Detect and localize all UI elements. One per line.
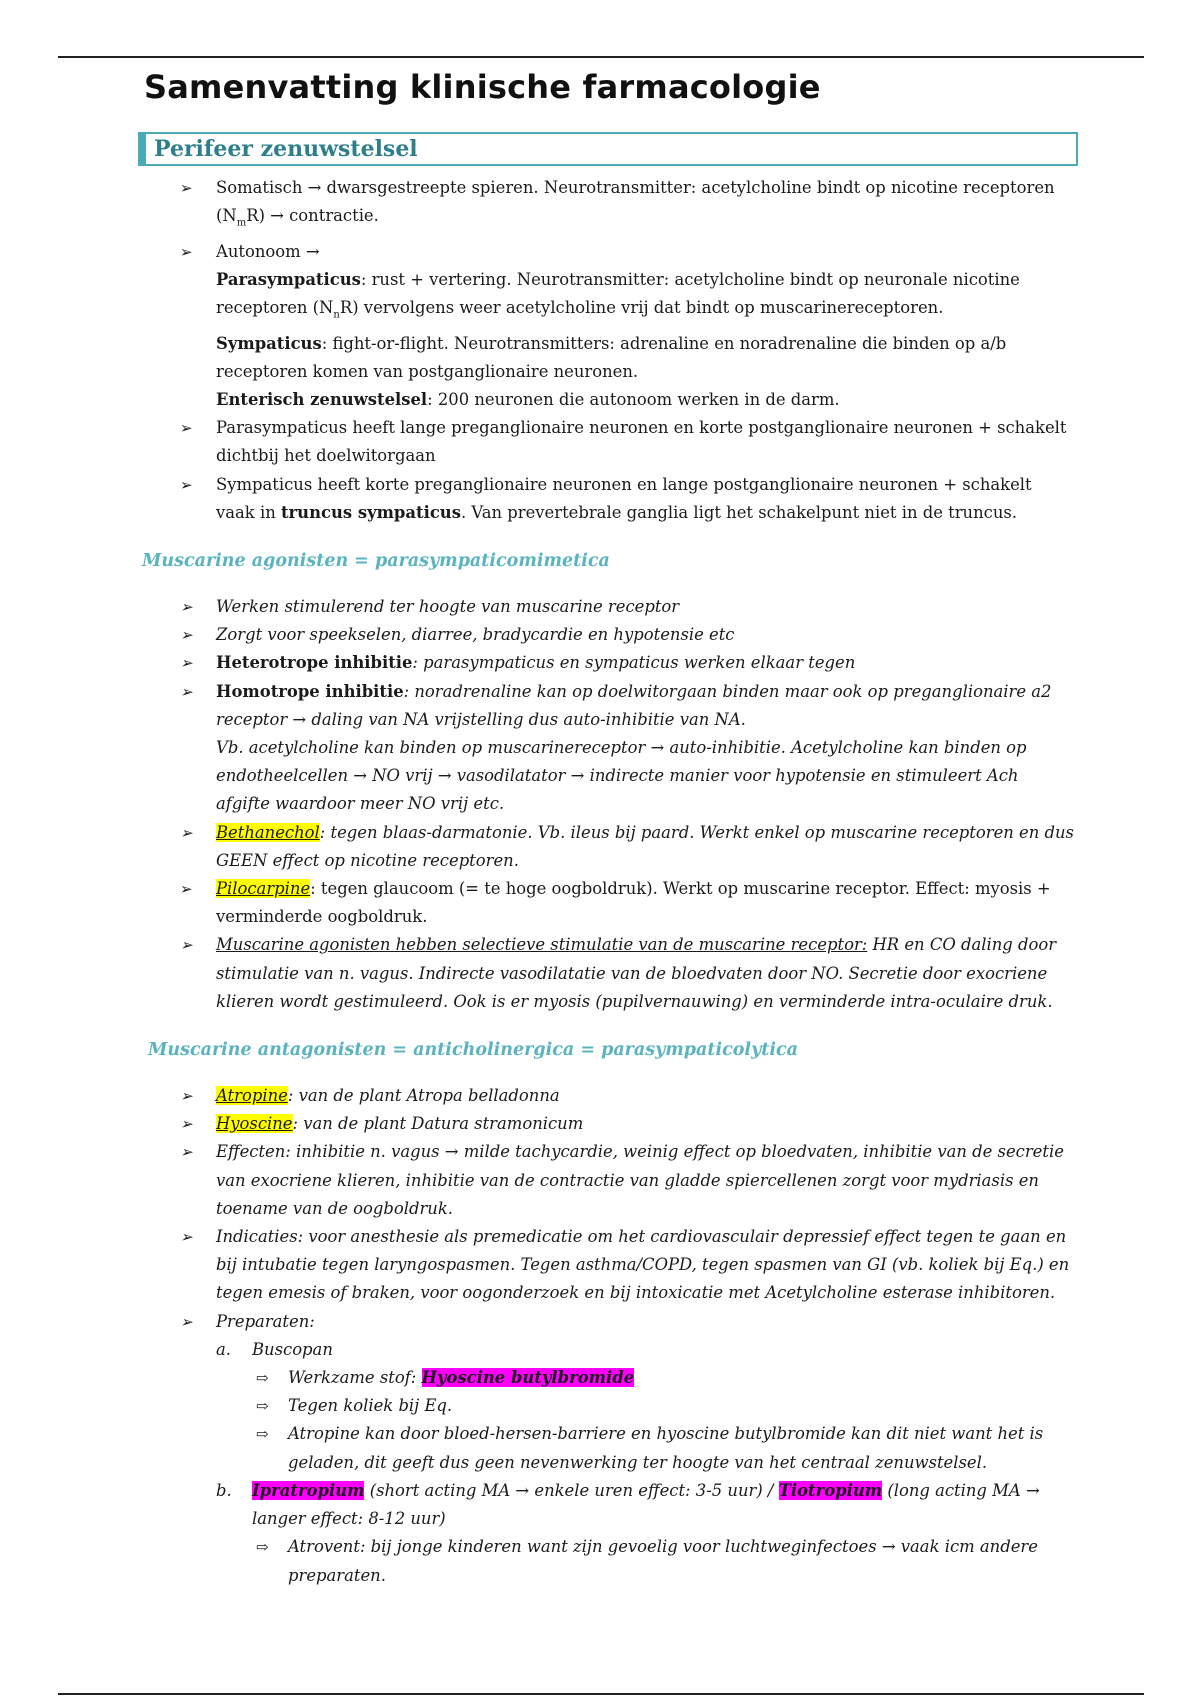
arrow-bullet-icon: ➢ <box>180 598 193 616</box>
document-title: Samenvatting klinische farmacologie <box>144 68 821 106</box>
list-item-cont: Sympaticus: fight-or-flight. Neurotransmitters: adrenaline en noradrenaline die binden op a/b receptoren komen van postganglionaire neuronen. <box>216 333 1007 381</box>
list-item: ➢ Pilocarpine: tegen glaucoom (= te hoge oogboldruk). Werkt op muscarine receptor. Effect: myosis + verminderde oogboldruk. <box>216 875 1074 931</box>
sub-item: ⇨ Tegen koliek bij Eq. <box>288 1392 1074 1420</box>
arrow-bullet-icon: ➢ <box>180 1228 193 1247</box>
list-item: ➢ Muscarine agonisten hebben selectieve stimulatie van de muscarine receptor: HR en CO daling door stimulatie van n. vagus. Indirecte vasodilatatie van de bloedvaten door NO. Secretie door exocriene klieren wordt gestimuleerd. Ook is er myosis (pupilvernauwing) en verminderde intra-oculaire druk. <box>216 931 1074 1016</box>
preparaat-b: b. Ipratropium (short acting MA → enkele uren effect: 3-5 uur) / Tiotropium (long acting MA → langer effect: 8-12 uur) ⇨ Atrovent: bij jonge kinderen want zijn gevoelig voor luchtweginfectoes → vaak icm andere preparaten. <box>252 1477 1074 1590</box>
arrow-right-icon: ⇨ <box>256 1425 269 1444</box>
list-item: ➢ Indicaties: voor anesthesie als premedicatie om het cardiovasculair depressief effect tegen te gaan en bij intubatie tegen laryngospasmen. Tegen asthma/COPD, tegen spasmen van GI (vb. koliek bij Eq.) en tegen emesis of braken, voor oogonderzoek en bij intoxicatie met Acetylcholine esterase inhibitoren. <box>216 1223 1074 1308</box>
agonisten-list <box>144 593 1074 1016</box>
arrow-bullet-icon: ➢ <box>180 823 193 842</box>
list-item: ➢ Parasympaticus heeft lange preganglionaire neuronen en korte postganglionaire neuronen + schakelt dichtbij het doelwitorgaan <box>216 414 1074 470</box>
arrow-bullet-icon: ➢ <box>180 1087 193 1106</box>
arrow-bullet-icon: ➢ <box>180 475 193 494</box>
list-item: ➢ Preparaten: a. Buscopan ⇨ Werkzame stof: Hyoscine butylbromide ⇨ Tegen koliek bij Eq. ⇨ Atropine kan door bloed-hersen-barriere en hyoscine butylbromide kan dit niet want het is geladen, dit geeft dus geen nevenwerking ter hoogte van het centraal zenuwstelsel. b. Ipratropium (short acting MA → enkele uren effect: 3-5 uur) / Tiotropium (long acting MA → langer effect: 8-12 uur) ⇨ Atrovent: bij jonge kinderen want zijn gevoelig voor luchtweginfectoes → vaak icm andere preparaten. <box>216 1308 1074 1590</box>
arrow-bullet-icon: ➢ <box>180 682 193 701</box>
list-item: ➢ Hyoscine: van de plant Datura stramonicum <box>216 1110 1074 1138</box>
perifeer-list <box>144 174 1074 527</box>
highlight-drug-magenta: Hyoscine butylbromide <box>421 1368 635 1388</box>
list-item: ➢ Somatisch → dwarsgestreepte spieren. Neurotransmitter: acetylcholine bindt op nicotine receptoren $(N_mR)$ → contractie. <box>216 174 1074 238</box>
preparaat-a-sublist <box>252 1364 1074 1477</box>
arrow-bullet-icon: ➢ <box>180 242 193 261</box>
document-body <box>144 68 1074 1590</box>
list-item: ➢ Zorgt voor speekselen, diarree, bradycardie en hypotensie etc <box>216 621 1074 649</box>
list-item: ➢ Werken stimulerend ter hoogte van muscarine receptor <box>216 593 1074 621</box>
list-item-cont: Enterisch zenuwstelsel: 200 neuronen die autonoom werken in de darm. <box>216 389 840 409</box>
list-item: ➢ Autonoom → <box>216 238 1074 266</box>
top-rule <box>58 56 1144 58</box>
arrow-right-icon: ⇨ <box>256 1369 269 1388</box>
list-item: ➢ Atropine: van de plant Atropa belladonna <box>216 1082 1074 1110</box>
antagonisten-list <box>144 1082 1074 1590</box>
arrow-bullet-icon: ➢ <box>180 1115 193 1134</box>
arrow-bullet-icon: ➢ <box>180 880 193 899</box>
sub-item: ⇨ Werkzame stof: Hyoscine butylbromide <box>288 1364 1074 1392</box>
list-item: ➢ Sympaticus heeft korte preganglionaire neuronen en lange postganglionaire neuronen + schakelt vaak in truncus sympaticus. Van prevertebrale ganglia ligt het schakelpunt niet in de truncus. <box>216 471 1074 527</box>
preparaat-a: a. Buscopan ⇨ Werkzame stof: Hyoscine butylbromide ⇨ Tegen koliek bij Eq. ⇨ Atropine kan door bloed-hersen-barriere en hyoscine butylbromide kan dit niet want het is geladen, dit geeft dus geen nevenwerking ter hoogte van het centraal zenuwstelsel. <box>252 1336 1074 1477</box>
list-item: ➢ Bethanechol: tegen blaas-darmatonie. Vb. ileus bij paard. Werkt enkel op muscarine receptoren en dus GEEN effect op nicotine receptoren. <box>216 819 1074 875</box>
highlight-drug-magenta: Ipratropium <box>252 1480 365 1500</box>
highlight-drug: Atropine <box>216 1086 288 1106</box>
arrow-right-icon: ⇨ <box>256 1538 269 1557</box>
arrow-bullet-icon: ➢ <box>180 1143 193 1162</box>
list-item: ➢ Heterotrope inhibitie: parasympaticus en sympaticus werken elkaar tegen <box>216 649 1074 677</box>
section-heading-agonisten: Muscarine agonisten = parasympaticomimetica <box>142 551 610 571</box>
highlight-drug: Bethanechol <box>216 822 320 842</box>
arrow-bullet-icon: ➢ <box>180 654 193 673</box>
sub-item: ⇨ Atrovent: bij jonge kinderen want zijn gevoelig voor luchtweginfectoes → vaak icm andere preparaten. <box>288 1533 1074 1589</box>
arrow-bullet-icon: ➢ <box>180 1312 193 1331</box>
highlight-drug: Pilocarpine <box>216 879 311 899</box>
section-heading-antagonisten: Muscarine antagonisten = anticholinergica = parasympaticolytica <box>148 1040 798 1061</box>
highlight-drug-magenta: Tiotropium <box>778 1480 883 1500</box>
section-heading-perifeer: Perifeer zenuwstelsel <box>138 132 1078 166</box>
arrow-bullet-icon: ➢ <box>180 179 193 197</box>
arrow-bullet-icon: ➢ <box>180 626 193 645</box>
arrow-bullet-icon: ➢ <box>180 419 193 438</box>
preparaat-b-sublist <box>252 1533 1074 1589</box>
preparaten-list <box>216 1336 1074 1590</box>
arrow-bullet-icon: ➢ <box>180 936 193 955</box>
list-item: ➢ Effecten: inhibitie n. vagus → milde tachycardie, weinig effect op bloedvaten, inhibitie van de secretie van exocriene klieren, inhibitie van de contractie van gladde spiercellenen zorgt voor mydriasis en toename van de oogboldruk. <box>216 1138 1074 1223</box>
highlight-drug: Hyoscine <box>216 1114 293 1134</box>
sub-item: ⇨ Atropine kan door bloed-hersen-barriere en hyoscine butylbromide kan dit niet want het is geladen, dit geeft dus geen nevenwerking ter hoogte van het centraal zenuwstelsel. <box>288 1420 1074 1476</box>
list-item: ➢ Homotrope inhibitie: noradrenaline kan op doelwitorgaan binden maar ook op preganglionaire a2 receptor → daling van NA vrijstelling dus auto-inhibitie van NA. Vb. acetylcholine kan binden op muscarinereceptor → auto-inhibitie. Acetylcholine kan binden op endotheelcellen → NO vrij → vasodilatator → indirecte manier voor hypotensie en stimuleert Ach afgifte waardoor meer NO vrij etc. <box>216 678 1074 819</box>
arrow-right-icon: ⇨ <box>256 1397 269 1416</box>
list-item-cont: Parasympaticus: rust + vertering. Neurotransmitter: acetylcholine bindt op neuronale nicotine receptoren $(N_nR)$ vervolgens weer acetylcholine vrij dat bindt op muscarinereceptoren. <box>216 269 1020 321</box>
bottom-rule <box>58 1693 1144 1695</box>
